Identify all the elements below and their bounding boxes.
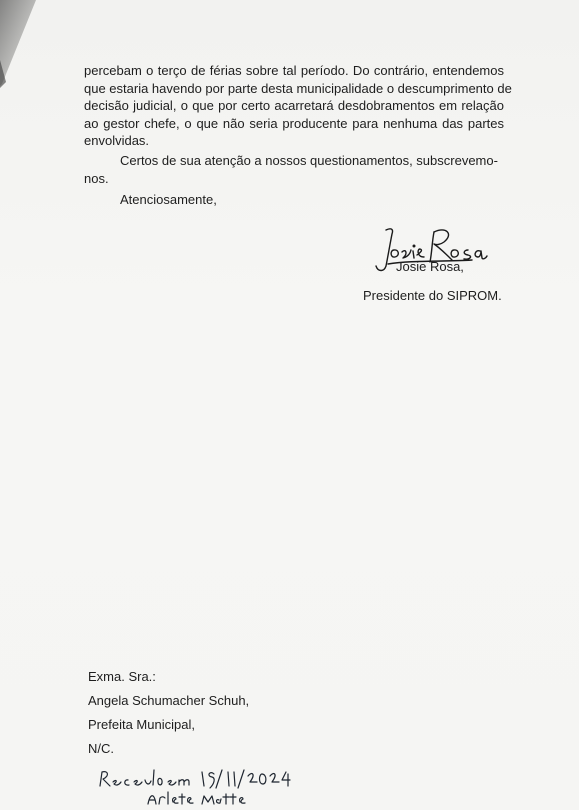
- handwritten-receipt-note: [98, 768, 298, 810]
- thanks-line: nos.: [84, 171, 109, 186]
- body-line: percebam o terço de férias sobre tal período. Do contrário, entendemos: [84, 63, 504, 78]
- recipient-location: N/C.: [88, 741, 114, 756]
- body-line: ao gestor chefe, o que não seria producente para nenhuma das partes: [84, 115, 504, 131]
- closing-text: Atenciosamente,: [120, 192, 217, 207]
- thanks-paragraph: [84, 152, 504, 188]
- body-line: envolvidas.: [84, 133, 150, 148]
- page-corner-fold: [0, 0, 60, 90]
- thanks-line: Certos de sua atenção a nossos questionamentos, subscrevemo-: [120, 153, 498, 168]
- signer-name: Josie Rosa,: [396, 259, 464, 274]
- body-paragraph: [84, 62, 512, 150]
- body-line: decisão judicial, o que por certo acarretará desdobramentos em relação: [84, 98, 504, 113]
- recipient-block: [88, 665, 249, 761]
- recipient-name: Angela Schumacher Schuh,: [88, 693, 250, 708]
- recipient-role: Prefeita Municipal,: [88, 717, 195, 732]
- signer-title: Presidente do SIPROM.: [363, 288, 502, 303]
- recipient-salutation: Exma. Sra.:: [88, 669, 156, 684]
- body-line: que estaria havendo por parte desta municipalidade o descumprimento de: [84, 80, 512, 96]
